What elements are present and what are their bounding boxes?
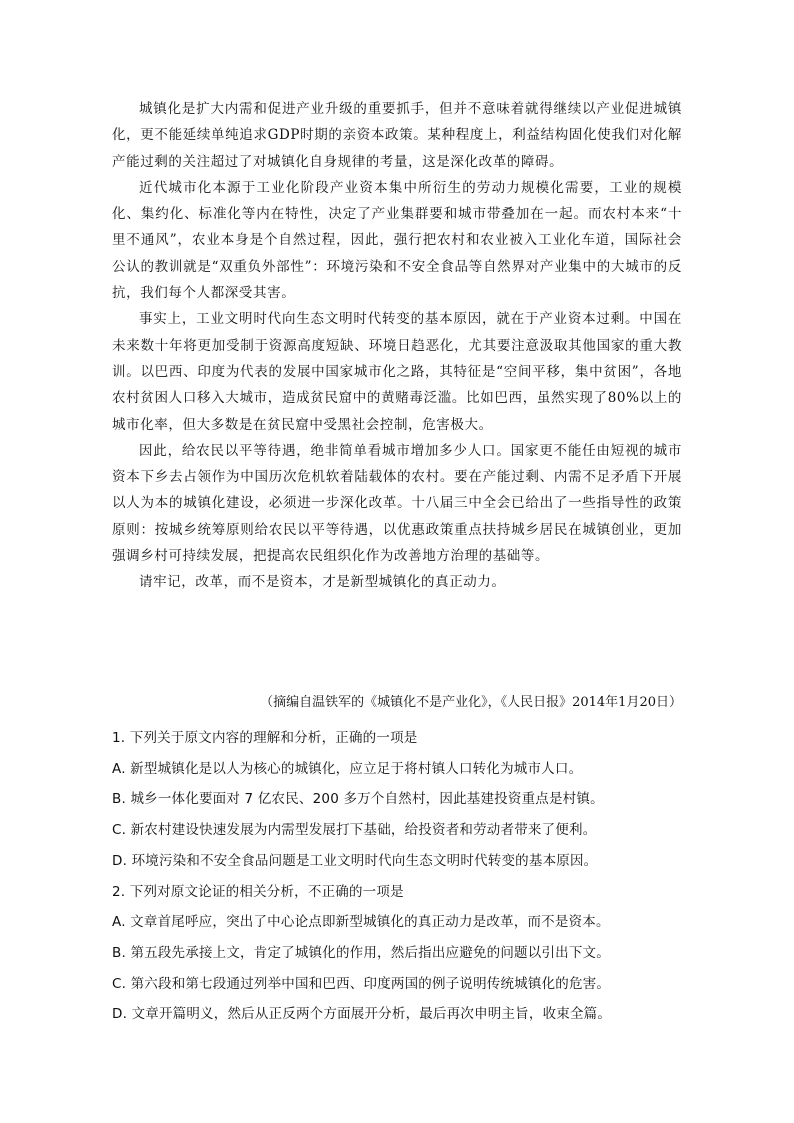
question-option: D. 文章开篇明义，然后从正反两个方面展开分析，最后再次申明主旨，收束全篇。 [112, 1006, 612, 1023]
passage-paragraph: 事实上，工业文明时代向生态文明时代转变的基本原因，就在于产业资本过剩。中国在未来数十年将更加受制于资源高度短缺、环境日趋恶化，尤其要注意汲取其他国家的重大教训。以巴西、印度为代表的发展中国家城市化之路，其特征是“空间平移，集中贫困”，各地农村贫困人口移入大城市，造成贫民窟中的黄赌毒泛滥。比如巴西，虽然实现了80%以上的城市化率，但大多数是在贫民窟中受黑社会控制，危害极大。 [112, 311, 682, 433]
question-option: D. 环境污染和不安全食品问题是工业文明时代向生态文明时代转变的基本原因。 [112, 852, 598, 869]
questions [112, 723, 687, 1030]
question-option: A. 新型城镇化是以人为核心的城镇化，应立足于将村镇人口转化为城市人口。 [112, 760, 583, 777]
passage-paragraph: 因此，给农民以平等待遇，绝非简单看城市增加多少人口。国家更不能任由短视的城市资本下乡去占领作为中国历次危机软着陆载体的农村。要在产能过剩、内需不足矛盾下开展以人为本的城镇化建设，必须进一步深化改革。十八届三中全会已给出了一些指导性的政策原则：按城乡统筹原则给农民以平等待遇，以优惠政策重点扶持城乡居民在城镇创业，更加强调乡村可持续发展，把提高农民组织化作为改善地方治理的基础等。 [112, 442, 682, 565]
question-option: C. 第六段和第七段通过列举中国和巴西、印度两国的例子说明传统城镇化的危害。 [112, 975, 611, 992]
passage [112, 96, 682, 596]
passage-paragraph: 近代城市化本源于工业化阶段产业资本集中所衍生的劳动力规模化需要，工业的规模化、集约化、标准化等内在特性，决定了产业集群要和城市带叠加在一起。而农村本来“十里不通风”，农业本身是个自然过程，因此，强行把农村和农业被入工业化车道，国际社会公认的教训就是“双重负外部性”：环境污染和不安全食品等自然界对产业集中的大城市的反抗，我们每个人都深受其害。 [112, 179, 682, 302]
question-option: B. 城乡一体化要面对 7 亿农民、200 多万个自然村，因此基建投资重点是村镇。 [112, 791, 604, 808]
passage-paragraph: 请牢记，改革，而不是资本，才是新型城镇化的真正动力。 [139, 574, 506, 591]
question-option: C. 新农村建设快速发展为内需型发展打下基础，给投资者和劳动者带来了便利。 [112, 822, 597, 839]
question-option: B. 第五段先承接上文，肯定了城镇化的作用，然后指出应避免的问题以引出下文。 [112, 944, 610, 961]
question-stem: 1. 下列关于原文内容的理解和分析，正确的一项是 [112, 730, 418, 746]
passage-paragraph: 城镇化是扩大内需和促进产业升级的重要抓手，但并不意味着就得继续以产业促进城镇化，更不能延续单纯追求GDP时期的亲资本政策。某种程度上，利益结构固化使我们对化解产能过剩的关注超过了对城镇化自身规律的考量，这是深化改革的障碍。 [112, 101, 682, 170]
question-stem: 2. 下列对原文论证的相关分析，不正确的一项是 [112, 883, 404, 900]
source-citation: （摘编自温铁军的《城镇化不是产业化》，《人民日报》2014年1月20日） [260, 695, 682, 710]
question-option: A. 文章首尾呼应，突出了中心论点即新型城镇化的真正动力是改革，而不是资本。 [112, 914, 610, 931]
